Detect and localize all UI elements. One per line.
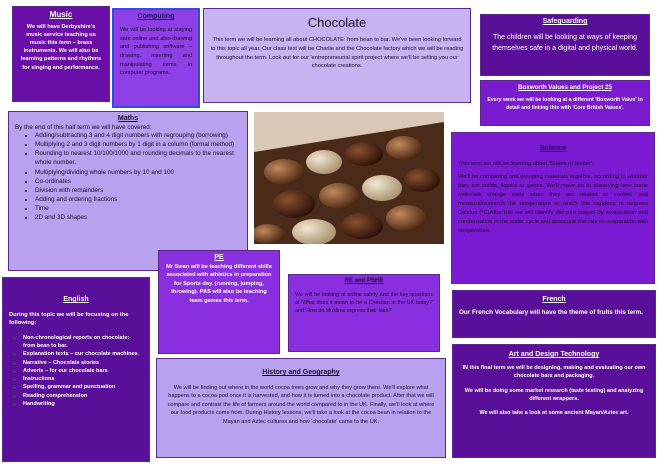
safeguarding-panel [480,14,650,76]
science-p2: We'll be comparing and grouping materials together, according to whether they are solids, liquids or gases. We'll move on to observing how some materials change state when they are heated or cooled, and measure/research the temperature at which this happens in degrees Celsius (°C)After this we will identify the part played by evaporation and condensation in the water cycle and associate the rate of evaporation with temperature. [458,173,648,234]
computing-body: We will be looking at staying safe online and also drawing and publishing software – drawing, inserting and manipulating items in computer programs. [120,27,192,77]
english-title: English [63,296,89,303]
list-item: • Narrative – Chocolate stories [23,359,143,367]
french-title: French [542,296,566,303]
science-panel [451,132,655,284]
re-title: RE and PSHE [344,278,384,284]
list-item: • Explanation texts – our chocolate machines. [23,350,143,358]
chocolate-photo-icon [254,112,444,244]
list-item: • Co-ordinates [35,177,241,186]
list-item: • 2D and 3D shapes [35,213,241,222]
list-item: • Rounding to nearest 10/100/1000 and rounding decimals to the nearest whole number. [35,149,241,167]
art-p1: IN this final term we will be designing, making and evaluating our own chocolate bars and packaging. [462,365,646,380]
values-title: Boxworth Values and Project 25 [518,84,612,91]
computing-panel [112,8,200,108]
list-item: • Multiplying 2 and 3 digit numbers by 1 digit in a column (formal method) [35,140,241,149]
values-body: Every week we will be looking at a different 'Boxworth Value' in detail and linking this with 'Core British Values'. [487,97,643,111]
list-item: • Adding/subtracting 3 and 4 digit numbers with regrouping (borrowing) [35,131,241,140]
list-item: • Handwriting [23,400,143,408]
list-item: • Multiplying/dividing whole numbers by 10 and 100 [35,168,241,177]
chocolate-title: Chocolate [307,15,367,30]
chocolate-panel [203,8,471,103]
art-p3: We will also take a look at some ancient Mayan/Aztec art. [479,410,629,416]
pe-panel [158,250,280,354]
list-item: • Non-chronological reports on chocolate: from bean to bar. [23,334,143,351]
art-panel [452,344,656,458]
list-item: • Spelling, grammar and punctuation [23,383,143,391]
list-item: • Reading comprehension [23,392,143,400]
maths-list [15,131,241,222]
english-panel [2,277,150,462]
list-item: • Adding and ordering fractions [35,195,241,204]
pe-title: PE [214,254,224,261]
music-title: Music [49,10,73,19]
french-panel [452,290,656,338]
values-panel [480,80,650,126]
safeguarding-title: Safeguarding [542,18,588,25]
science-p1: This term we will be learning about 'States of Matter'. [458,161,594,167]
list-item: • Instructions [23,375,143,383]
history-body: We will be finding out where in the world cocoa trees grow and why they grow there. We'll explore what happens to a cocoa pod once it is harvested, and how it is turned into a chocolate product. After that we will compare and contrast the life of farmers around the world compared to in the UK. Finally, we'll look at where our food products come from. During History lessons, we'll take a look at the cocoa bean in relation to the Mayan and Aztec cultures and how 'chocolate' came to the UK. [167,385,435,425]
chocolate-box-photo [254,112,444,244]
list-item: • Time [35,204,241,213]
science-title: Science [539,145,567,152]
art-p2: We will be doing some market research (taste testing) and analyzing different wrappers. [464,387,644,402]
english-list [9,334,143,408]
list-item: • Adverts – for our chocolate bars [23,367,143,375]
maths-intro: By the end of this half term we will have covered: [15,124,152,131]
list-item: • Division with remainders [35,186,241,195]
re-body: We will be looking at online safety and the key questions of 'What does it mean to be a Christian in the UK today?' and 'How do Muslims express their faith?' [295,292,433,315]
re-panel [288,274,440,352]
chocolate-body: This term we will be learning all about CHOCOLATE: from bean to bar. We've been looking forward to this topic all year. Our class text will be Charlie and the Chocolate factory which we will be reading throughout the term. Look out for our 'entrepreneurial spirit project where we'll be selling you our chocolate creations. [210,37,464,70]
french-body: Our French Vocabulary will have the theme of fruits this term. [459,309,643,316]
safeguarding-body: The children will be looking at ways of keeping themselves safe in a digital and physical world. [492,34,638,52]
maths-title: Maths [117,115,139,122]
history-panel [156,358,446,458]
computing-title: Computing [137,13,175,20]
pe-body: Mr Swan will be teaching different skills associated with athletics in preparation for Sports day. (running, jumping, throwing). PAS will also be teaching team games this term. [166,264,272,304]
art-title: Art and Design Technology [508,351,600,358]
music-body: We will have Derbyshire's music service teaching us music this term – brass instruments. We will also be learning patterns and rhythms for singing and performance. [20,24,102,71]
music-panel [12,6,110,102]
history-title: History and Geography [262,369,340,376]
maths-panel [8,111,248,271]
english-intro: During this topic we will be focusing on the following: [9,312,129,327]
